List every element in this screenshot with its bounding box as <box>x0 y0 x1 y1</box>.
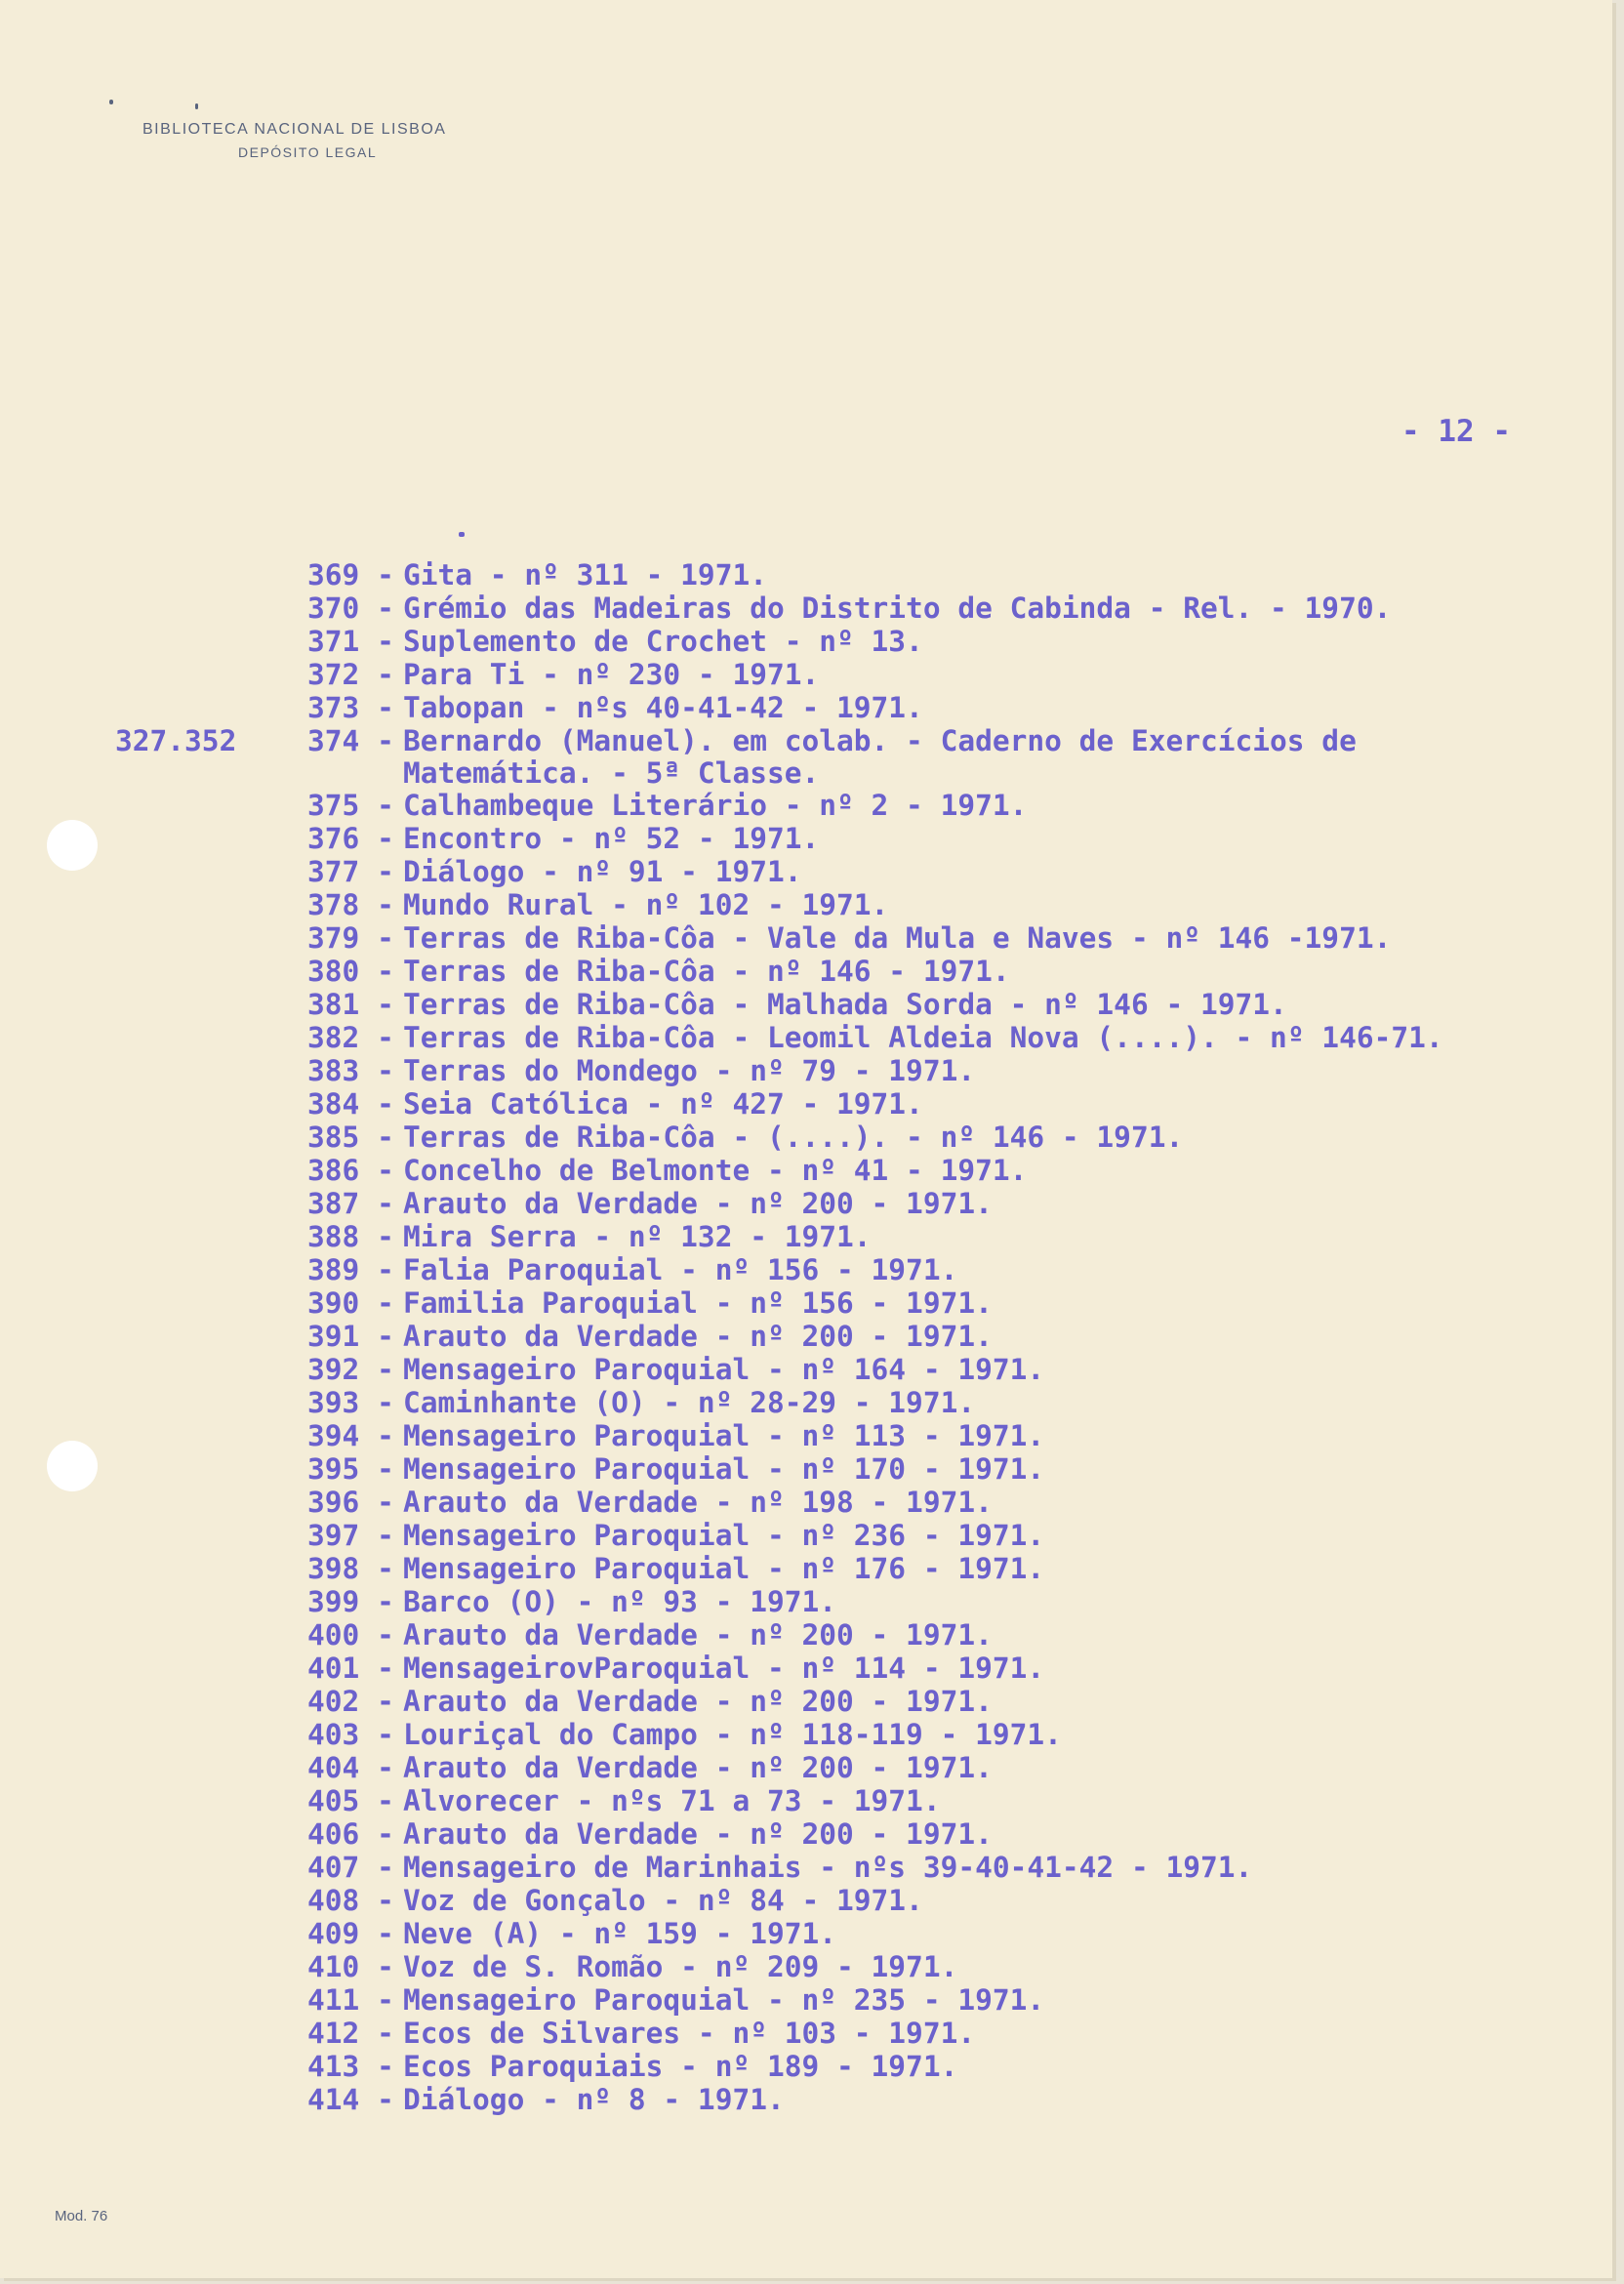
classification-number <box>115 789 307 822</box>
entry-number: 390 <box>307 1286 360 1320</box>
entry-title: Terras de Riba-Côa - Vale da Mula e Naves - nº 146 -1971. <box>403 921 1392 955</box>
deposit-entry <box>115 1486 1525 1519</box>
entry-number: 379 <box>307 921 360 955</box>
classification-number <box>115 1685 307 1718</box>
entry-title: Ecos de Silvares - nº 103 - 1971. <box>403 2017 976 2050</box>
entry-title: Voz de Gonçalo - nº 84 - 1971. <box>403 1884 923 1917</box>
entry-separator: - <box>377 625 394 658</box>
deposit-entry <box>115 558 1525 591</box>
entry-title: Falia Paroquial - nº 156 - 1971. <box>403 1253 958 1286</box>
entry-title: Gita - nº 311 - 1971. <box>403 558 767 591</box>
entry-title: Louriçal do Campo - nº 118-119 - 1971. <box>403 1718 1062 1751</box>
classification-number <box>115 1054 307 1087</box>
entry-separator: - <box>377 591 394 625</box>
entry-number: 386 <box>307 1154 360 1187</box>
entry-separator: - <box>377 1386 394 1419</box>
entry-separator: - <box>377 988 394 1021</box>
deposit-entry <box>115 1784 1525 1817</box>
classification-number <box>115 2017 307 2050</box>
deposit-entry <box>115 1685 1525 1718</box>
entry-title: Tabopan - nºs 40-41-42 - 1971. <box>403 691 923 724</box>
entry-separator: - <box>377 955 394 988</box>
entry-number: 406 <box>307 1817 360 1851</box>
entry-title: Arauto da Verdade - nº 198 - 1971. <box>403 1486 993 1519</box>
classification-number <box>115 1021 307 1054</box>
deposit-entry <box>115 625 1525 658</box>
entry-separator: - <box>377 658 394 691</box>
classification-number <box>115 1652 307 1685</box>
deposit-entry <box>115 1817 1525 1851</box>
deposit-entry <box>115 988 1525 1021</box>
classification-number <box>115 1253 307 1286</box>
punch-hole <box>47 1441 98 1491</box>
entry-separator: - <box>377 1685 394 1718</box>
entry-number: 369 <box>307 558 360 591</box>
classification-number <box>115 1585 307 1618</box>
entry-number: 385 <box>307 1121 360 1154</box>
deposit-entry <box>115 1286 1525 1320</box>
entry-number: 381 <box>307 988 360 1021</box>
entry-title: Terras de Riba-Côa - (....). - nº 146 - 1971. <box>403 1121 1184 1154</box>
entry-separator: - <box>377 2017 394 2050</box>
entry-number: 380 <box>307 955 360 988</box>
page-number: - 12 - <box>1401 414 1511 449</box>
deposit-entry <box>115 1220 1525 1253</box>
entry-separator: - <box>377 1087 394 1121</box>
classification-number <box>115 2083 307 2116</box>
entry-number: 395 <box>307 1452 360 1486</box>
entry-title: Arauto da Verdade - nº 200 - 1971. <box>403 1817 993 1851</box>
entry-number: 374 <box>307 724 360 757</box>
entry-number: 400 <box>307 1618 360 1652</box>
entry-separator: - <box>377 1253 394 1286</box>
entry-separator: - <box>377 855 394 888</box>
entry-title: Voz de S. Romão - nº 209 - 1971. <box>403 1950 958 1983</box>
entry-number: 387 <box>307 1187 360 1220</box>
ink-speck <box>195 103 198 109</box>
deposit-entry <box>115 1718 1525 1751</box>
entry-number: 404 <box>307 1751 360 1784</box>
entry-title: Encontro - nº 52 - 1971. <box>403 822 820 855</box>
deposit-entry <box>115 658 1525 691</box>
classification-number <box>115 1751 307 1784</box>
entry-title: Mensageiro Paroquial - nº 170 - 1971. <box>403 1452 1045 1486</box>
entry-separator: - <box>377 921 394 955</box>
entry-separator: - <box>377 1618 394 1652</box>
entry-title: Grémio das Madeiras do Distrito de Cabinda - Rel. - 1970. <box>403 591 1392 625</box>
classification-number <box>115 757 307 789</box>
entry-number: 401 <box>307 1652 360 1685</box>
entry-title: Familia Paroquial - nº 156 - 1971. <box>403 1286 993 1320</box>
entry-separator: - <box>377 1585 394 1618</box>
deposit-entry <box>115 1386 1525 1419</box>
classification-number <box>115 888 307 921</box>
entry-title: Arauto da Verdade - nº 200 - 1971. <box>403 1618 993 1652</box>
entry-title: Arauto da Verdade - nº 200 - 1971. <box>403 1685 993 1718</box>
classification-number <box>115 955 307 988</box>
deposit-entry <box>115 1320 1525 1353</box>
deposit-entry <box>115 789 1525 822</box>
deposit-entry <box>115 1253 1525 1286</box>
punch-hole <box>47 820 98 871</box>
classification-number <box>115 1917 307 1950</box>
entry-title: Diálogo - nº 91 - 1971. <box>403 855 802 888</box>
entry-title: Matemática. - 5ª Classe. <box>403 756 820 790</box>
entry-separator: - <box>377 1054 394 1087</box>
entry-separator: - <box>377 1817 394 1851</box>
deposit-entry <box>115 1983 1525 2017</box>
entry-separator: - <box>377 1784 394 1817</box>
classification-number <box>115 2050 307 2083</box>
library-name: BIBLIOTECA NACIONAL DE LISBOA <box>142 121 447 138</box>
classification-number <box>115 1220 307 1253</box>
entry-number: 370 <box>307 591 360 625</box>
deposit-entry <box>115 888 1525 921</box>
entry-title: Suplemento de Crochet - nº 13. <box>403 625 923 658</box>
deposit-entry <box>115 1618 1525 1652</box>
entry-number <box>307 757 368 789</box>
classification-number <box>115 855 307 888</box>
entry-separator: - <box>377 1519 394 1552</box>
entry-number: 376 <box>307 822 360 855</box>
entry-separator: - <box>377 724 394 757</box>
classification-number <box>115 1552 307 1585</box>
deposit-entry <box>115 955 1525 988</box>
entry-separator: - <box>377 1552 394 1585</box>
entry-number: 388 <box>307 1220 360 1253</box>
entry-number: 405 <box>307 1784 360 1817</box>
classification-number <box>115 1087 307 1121</box>
deposit-entry <box>115 855 1525 888</box>
entry-separator: - <box>377 1220 394 1253</box>
deposit-entry <box>115 1950 1525 1983</box>
entry-separator: - <box>377 2050 394 2083</box>
deposit-entry <box>115 591 1525 625</box>
classification-number <box>115 1486 307 1519</box>
entry-separator: - <box>377 1419 394 1452</box>
deposit-entry <box>115 1054 1525 1087</box>
deposit-entry <box>115 1884 1525 1917</box>
deposit-entry <box>115 691 1525 724</box>
entry-number: 396 <box>307 1486 360 1519</box>
classification-number <box>115 591 307 625</box>
entry-separator: - <box>377 1917 394 1950</box>
entry-number: 399 <box>307 1585 360 1618</box>
entry-number: 382 <box>307 1021 360 1054</box>
deposit-entry-list <box>115 558 1525 2116</box>
entry-number: 414 <box>307 2083 360 2116</box>
entry-title: Caminhante (O) - nº 28-29 - 1971. <box>403 1386 976 1419</box>
entry-number: 393 <box>307 1386 360 1419</box>
entry-separator: - <box>377 822 394 855</box>
classification-number <box>115 625 307 658</box>
entry-separator: - <box>377 1851 394 1884</box>
legal-deposit-label: DEPÓSITO LEGAL <box>238 144 378 160</box>
entry-title: Mensageiro Paroquial - nº 164 - 1971. <box>403 1353 1045 1386</box>
entry-title: Mensageiro Paroquial - nº 176 - 1971. <box>403 1552 1045 1585</box>
classification-number: 327.352 <box>115 724 237 757</box>
entry-title: Mensageiro Paroquial - nº 113 - 1971. <box>403 1419 1045 1452</box>
entry-separator: - <box>377 1983 394 2017</box>
deposit-entry <box>115 921 1525 955</box>
entry-title: Mundo Rural - nº 102 - 1971. <box>403 888 889 921</box>
entry-title: Mira Serra - nº 132 - 1971. <box>403 1220 872 1253</box>
entry-separator: - <box>377 1452 394 1486</box>
entry-number: 394 <box>307 1419 360 1452</box>
classification-number <box>115 1386 307 1419</box>
entry-number: 378 <box>307 888 360 921</box>
classification-number <box>115 1718 307 1751</box>
deposit-entry <box>115 1353 1525 1386</box>
entry-number: 407 <box>307 1851 360 1884</box>
entry-title: Terras do Mondego - nº 79 - 1971. <box>403 1054 976 1087</box>
entry-number: 375 <box>307 789 360 822</box>
entry-title: Alvorecer - nºs 71 a 73 - 1971. <box>403 1784 941 1817</box>
entry-title: Mensageiro Paroquial - nº 236 - 1971. <box>403 1519 1045 1552</box>
entry-title: Concelho de Belmonte - nº 41 - 1971. <box>403 1154 1028 1187</box>
classification-number <box>115 1353 307 1386</box>
deposit-entry <box>115 1552 1525 1585</box>
entry-separator: - <box>377 888 394 921</box>
entry-separator: - <box>377 1154 394 1187</box>
classification-number <box>115 1851 307 1884</box>
entry-title: Ecos Paroquiais - nº 189 - 1971. <box>403 2050 958 2083</box>
entry-number: 397 <box>307 1519 360 1552</box>
entry-separator: - <box>377 558 394 591</box>
entry-number: 408 <box>307 1884 360 1917</box>
entry-title: Arauto da Verdade - nº 200 - 1971. <box>403 1320 993 1353</box>
classification-number <box>115 1519 307 1552</box>
entry-number: 384 <box>307 1087 360 1121</box>
classification-number <box>115 1187 307 1220</box>
classification-number <box>115 1286 307 1320</box>
entry-separator: - <box>377 1751 394 1784</box>
entry-number: 409 <box>307 1917 360 1950</box>
entry-number: 383 <box>307 1054 360 1087</box>
classification-number <box>115 1121 307 1154</box>
entry-title: Diálogo - nº 8 - 1971. <box>403 2083 785 2116</box>
entry-separator: - <box>377 789 394 822</box>
entry-number: 403 <box>307 1718 360 1751</box>
entry-number: 389 <box>307 1253 360 1286</box>
entry-number: 392 <box>307 1353 360 1386</box>
entry-separator: - <box>377 1187 394 1220</box>
classification-number <box>115 1419 307 1452</box>
entry-number: 402 <box>307 1685 360 1718</box>
classification-number <box>115 921 307 955</box>
entry-number: 377 <box>307 855 360 888</box>
entry-title: Terras de Riba-Côa - Leomil Aldeia Nova (....). - nº 146-71. <box>403 1021 1443 1054</box>
deposit-entry <box>115 2083 1525 2116</box>
library-stamp-header <box>142 121 446 160</box>
classification-number <box>115 1884 307 1917</box>
entry-title: Seia Católica - nº 427 - 1971. <box>403 1087 923 1121</box>
entry-number: 411 <box>307 1983 360 2017</box>
entry-title: Arauto da Verdade - nº 200 - 1971. <box>403 1751 993 1784</box>
deposit-entry <box>115 1652 1525 1685</box>
deposit-entry <box>115 2050 1525 2083</box>
classification-number <box>115 988 307 1021</box>
classification-number <box>115 1817 307 1851</box>
entry-title: Mensageiro de Marinhais - nºs 39-40-41-42 - 1971. <box>403 1851 1253 1884</box>
entry-title: Bernardo (Manuel). em colab. - Caderno de Exercícios de <box>403 724 1357 757</box>
deposit-entry <box>115 1751 1525 1784</box>
deposit-entry <box>115 1187 1525 1220</box>
entry-number: 373 <box>307 691 360 724</box>
deposit-entry <box>115 822 1525 855</box>
deposit-entry <box>115 1021 1525 1054</box>
deposit-entry <box>115 2017 1525 2050</box>
deposit-entry <box>115 1452 1525 1486</box>
classification-number <box>115 822 307 855</box>
entry-separator: - <box>377 1121 394 1154</box>
entry-separator: - <box>377 1486 394 1519</box>
entry-title: Neve (A) - nº 159 - 1971. <box>403 1917 837 1950</box>
classification-number <box>115 658 307 691</box>
entry-title: Mensageiro Paroquial - nº 235 - 1971. <box>403 1983 1045 2017</box>
entry-title: Barco (O) - nº 93 - 1971. <box>403 1585 837 1618</box>
entry-number: 410 <box>307 1950 360 1983</box>
classification-number <box>115 1950 307 1983</box>
deposit-entry <box>115 1851 1525 1884</box>
classification-number <box>115 558 307 591</box>
classification-number <box>115 1618 307 1652</box>
deposit-entry <box>115 1087 1525 1121</box>
entry-number: 371 <box>307 625 360 658</box>
ink-dot <box>459 532 465 537</box>
entry-separator: - <box>377 1021 394 1054</box>
entry-title: Calhambeque Literário - nº 2 - 1971. <box>403 789 1028 822</box>
entry-number: 412 <box>307 2017 360 2050</box>
classification-number <box>115 691 307 724</box>
deposit-entry <box>115 1121 1525 1154</box>
deposit-entry-continuation <box>115 757 1525 789</box>
entry-separator: - <box>377 2083 394 2116</box>
entry-title: Terras de Riba-Côa - nº 146 - 1971. <box>403 955 1010 988</box>
entry-separator: - <box>377 1286 394 1320</box>
entry-separator <box>368 757 403 789</box>
entry-separator: - <box>377 691 394 724</box>
deposit-entry <box>115 1585 1525 1618</box>
deposit-entry <box>115 724 1525 757</box>
deposit-entry <box>115 1917 1525 1950</box>
entry-separator: - <box>377 1320 394 1353</box>
deposit-entry <box>115 1519 1525 1552</box>
entry-title: Arauto da Verdade - nº 200 - 1971. <box>403 1187 993 1220</box>
deposit-entry <box>115 1419 1525 1452</box>
classification-number <box>115 1320 307 1353</box>
entry-number: 391 <box>307 1320 360 1353</box>
deposit-entry <box>115 1154 1525 1187</box>
form-model-label: Mod. 76 <box>55 2208 108 2224</box>
entry-title: MensageirovParoquial - nº 114 - 1971. <box>403 1652 1045 1685</box>
entry-separator: - <box>377 1718 394 1751</box>
entry-separator: - <box>377 1652 394 1685</box>
entry-number: 398 <box>307 1552 360 1585</box>
classification-number <box>115 1983 307 2017</box>
entry-separator: - <box>377 1884 394 1917</box>
entry-title: Terras de Riba-Côa - Malhada Sorda - nº 146 - 1971. <box>403 988 1287 1021</box>
entry-separator: - <box>377 1950 394 1983</box>
classification-number <box>115 1784 307 1817</box>
entry-title: Para Ti - nº 230 - 1971. <box>403 658 820 691</box>
entry-separator: - <box>377 1353 394 1386</box>
classification-number <box>115 1154 307 1187</box>
ink-speck <box>109 100 113 104</box>
classification-number <box>115 1452 307 1486</box>
entry-number: 372 <box>307 658 360 691</box>
entry-number: 413 <box>307 2050 360 2083</box>
